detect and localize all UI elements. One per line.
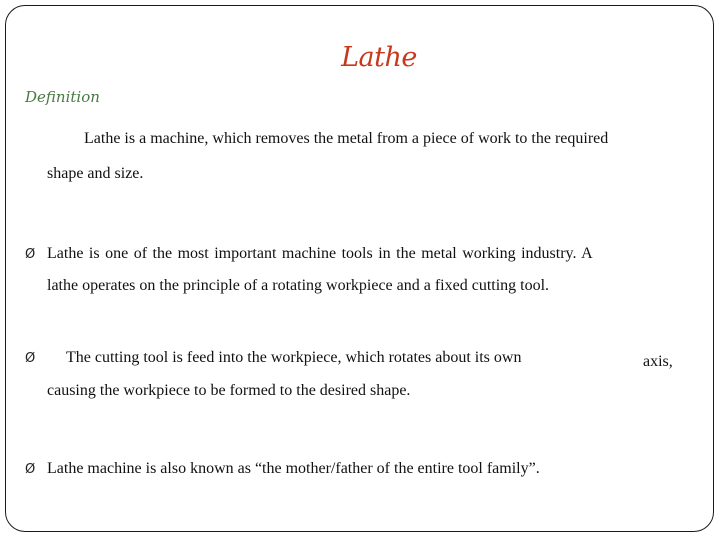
definition-line-1: Lathe is a machine, which removes the metal from a piece of work to the required xyxy=(84,130,609,147)
definition-line-2: shape and size. xyxy=(47,165,144,182)
bullet-1-line-1: Lathe is one of the most important machine tools in the metal working industry. A xyxy=(47,245,593,262)
bullet-3-line-1: Lathe machine is also known as “the mother/father of the entire tool family”. xyxy=(47,460,540,477)
arrow-bullet-icon: Ø xyxy=(25,462,36,477)
bullet-2-line-1: The cutting tool is feed into the workpiece, which rotates about its own xyxy=(66,349,522,366)
arrow-bullet-icon: Ø xyxy=(25,247,36,262)
bullet-2-line-1-tail: axis, xyxy=(643,353,673,370)
definition-heading: Definition xyxy=(25,88,100,106)
slide-frame xyxy=(5,5,714,532)
slide-title: Lathe xyxy=(341,42,417,73)
bullet-2-line-2: causing the workpiece to be formed to the desired shape. xyxy=(47,382,411,399)
bullet-1-line-2: lathe operates on the principle of a rotating workpiece and a fixed cutting tool. xyxy=(47,277,550,294)
arrow-bullet-icon: Ø xyxy=(25,351,36,366)
